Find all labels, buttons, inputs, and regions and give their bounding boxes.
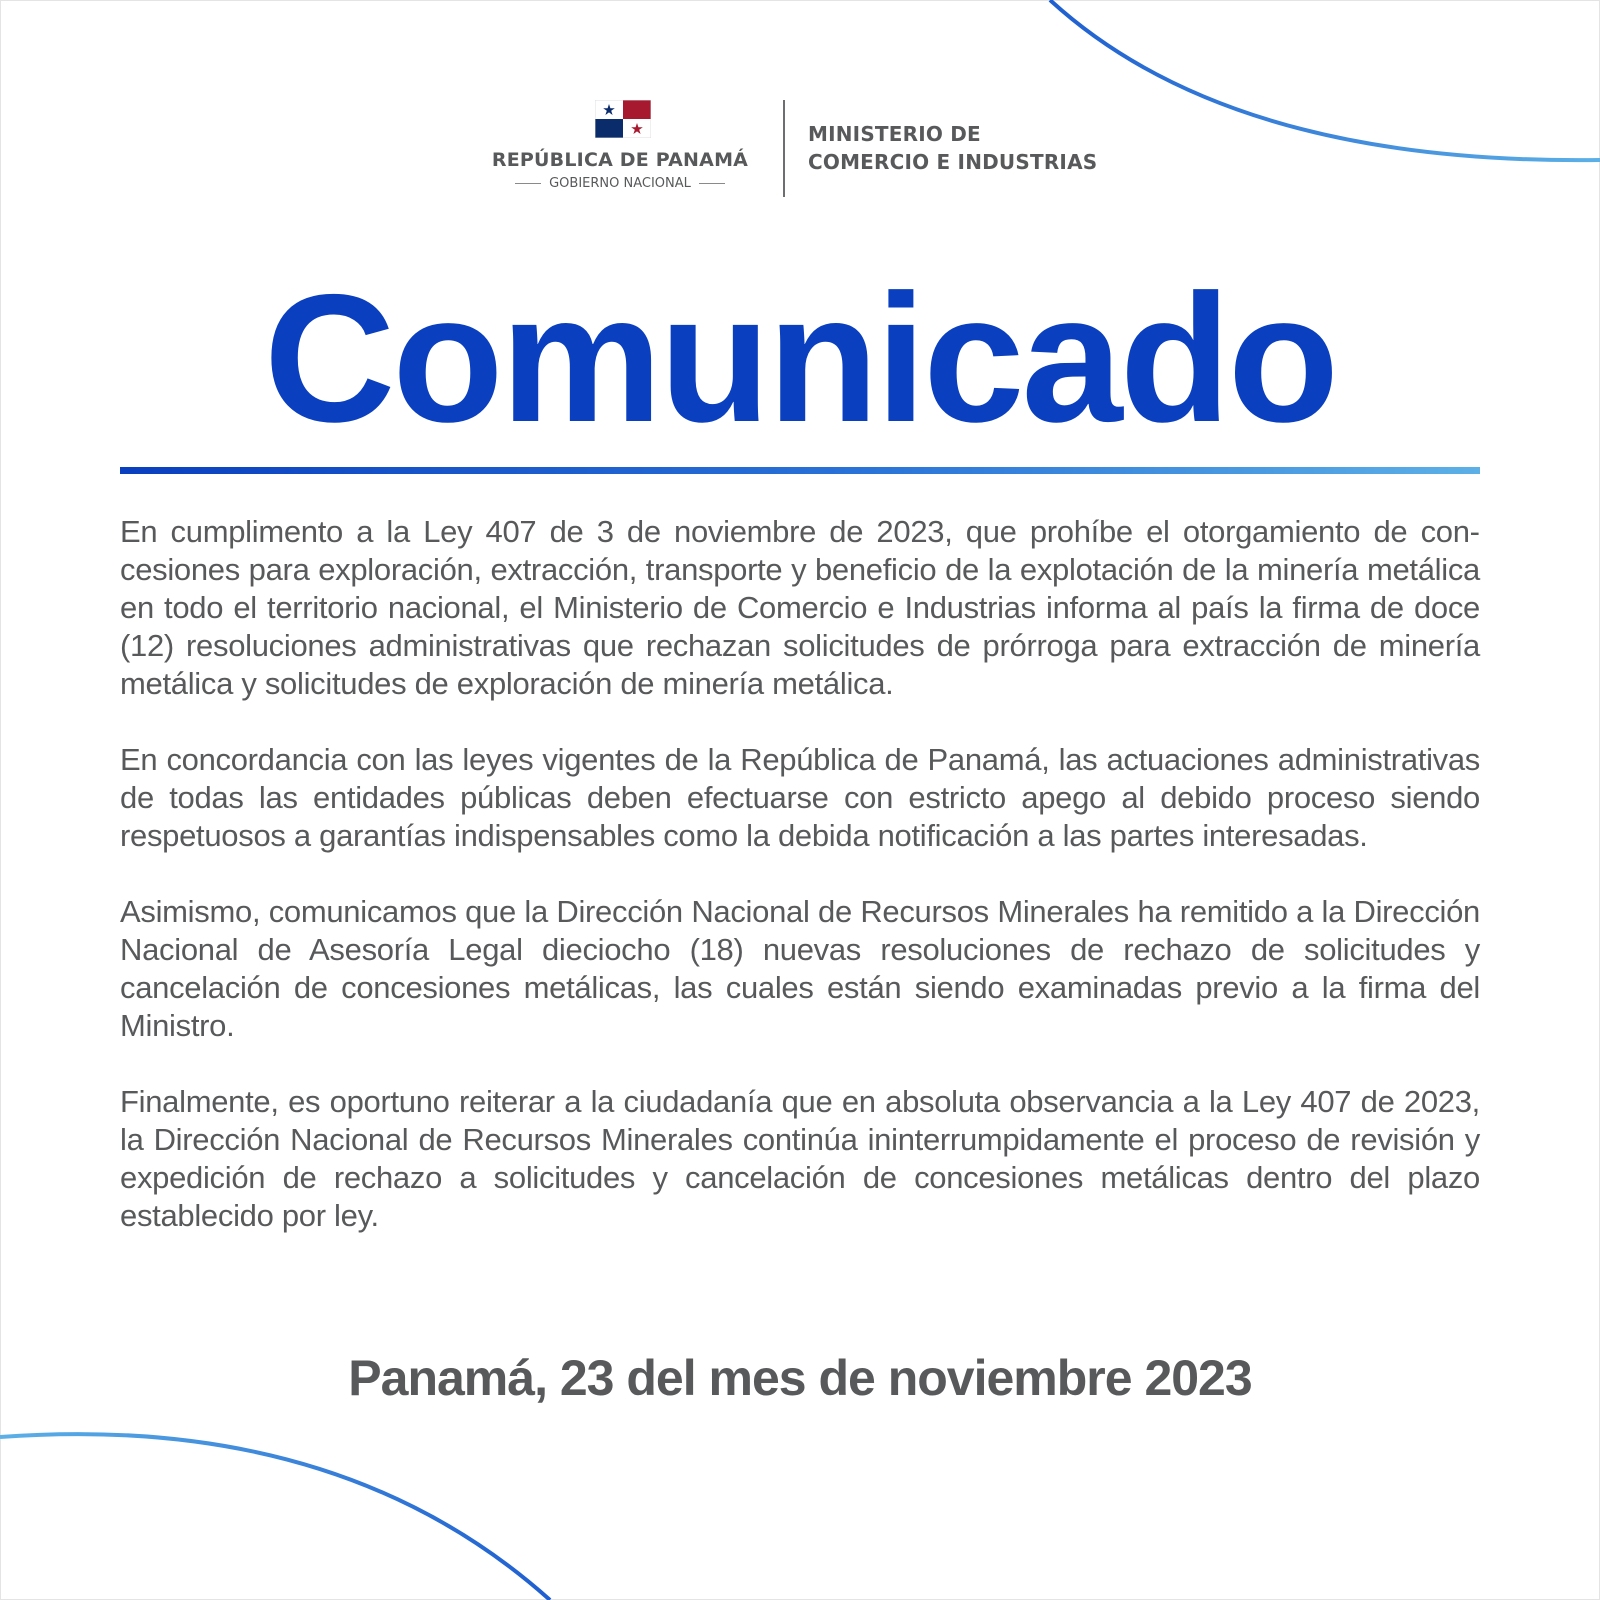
government-label — [470, 176, 770, 191]
government-text: GOBIERNO NACIONAL — [549, 176, 691, 191]
paragraph-3: Asimismo, comunicamos que la Dirección Nacional de Recursos Minerales ha remitido a la Dirección Nacional de Asesoría Legal dieciocho (18) nuevas resoluciones de rechazo de solicitudes y cancelación de concesiones metálicas, las cuales están siendo examinadas previo a la firma del Ministro. — [120, 894, 1480, 1043]
ministry-line-1: MINISTERIO DE — [808, 122, 981, 146]
panama-flag-icon — [595, 100, 651, 138]
header — [0, 100, 1600, 200]
ministry-name — [808, 120, 1097, 176]
dash-left — [515, 183, 541, 184]
ministry-line-2: COMERCIO E INDUSTRIAS — [808, 150, 1098, 174]
header-divider — [783, 100, 785, 197]
bottom-left-arc — [0, 1434, 550, 1600]
title-divider — [120, 467, 1480, 474]
date-line: Panamá, 23 del mes de noviembre 2023 — [348, 1350, 1252, 1406]
republic-name: REPÚBLICA DE PANAMÁ — [491, 149, 749, 171]
dash-right — [699, 183, 725, 184]
paragraph-4: Finalmente, es oportuno reiterar a la ciudadanía que en absoluta observancia a la Ley 407 de 2023, la Dirección Nacional de Recursos Minerales continúa ininterrumpidamente el proceso de revisión y expedición de rechazo a solicitudes y cancelación de concesiones metálicas dentro del plazo establecido por ley. — [120, 1084, 1480, 1233]
paragraph-2: En concordancia con las leyes vigentes de la República de Panamá, las actuaciones administrativas de todas las entidades públicas deben efectuarse con estricto apego al debido proceso siendo respetuosos a garantías indispensables como la debida notificación a las partes interesadas. — [120, 742, 1480, 853]
body-text — [120, 513, 1480, 1273]
paragraph-1: En cumplimento a la Ley 407 de 3 de noviembre de 2023, que prohíbe el otorgamiento de concesiones para exploración, extracción, transporte y beneficio de la explotación de la minería metálica en todo el territorio nacional, el Ministerio de Comercio e Industrias informa al país la firma de doce (12) resoluciones administrativas que rechazan solicitudes de prórroga para extracción de minería metálica y solicitudes de exploración de minería metálica. — [120, 514, 1480, 701]
page-title: Comunicado — [263, 256, 1337, 460]
